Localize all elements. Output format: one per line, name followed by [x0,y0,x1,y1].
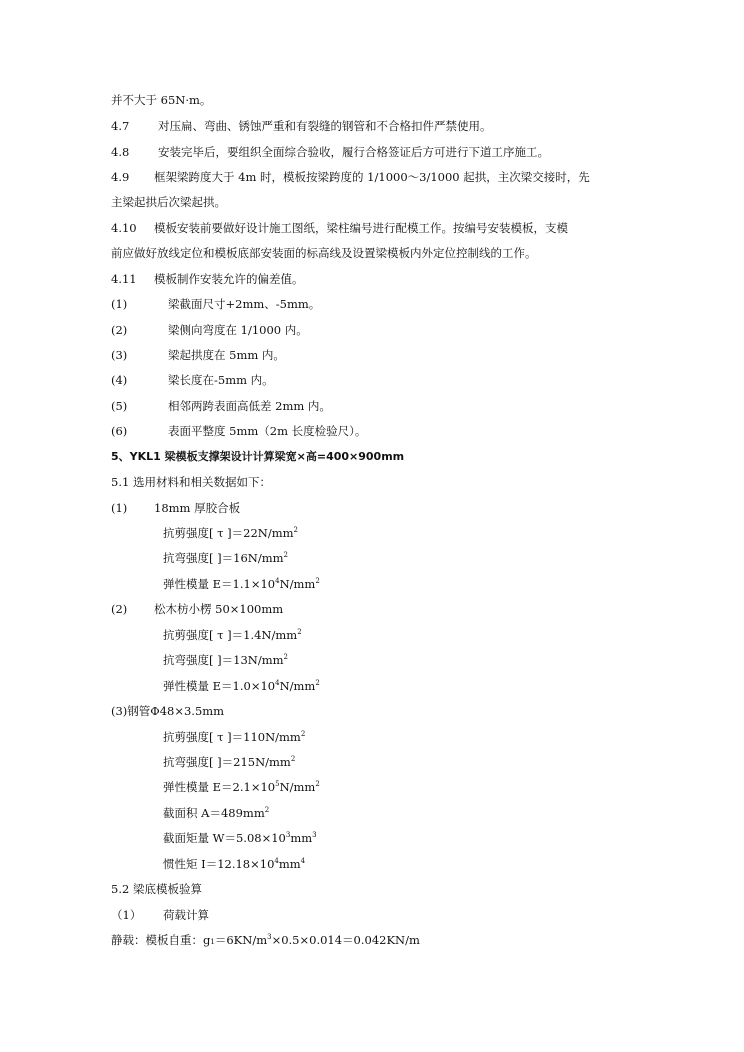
material-property: 抗剪强度[ τ ]$=1.4N/mm^2$ [163,628,302,642]
paragraph-line: 并不大于 65N·m。 [111,93,212,107]
clause-4-8: 4.8 安装完毕后，要组织全面综合验收，履行合格签证后方可进行下道工序施工。 [111,145,549,159]
clause-4-10: 4.10 模板安装前要做好设计施工图纸，梁柱编号进行配模工作。按编号安装模板，支模 [111,221,568,235]
section-heading: 5、YKL1 梁模板支撑架设计计算梁宽×高=400×900mm [111,450,405,463]
material-property: 抗弯强度[ ]$=16N/mm^2$ [163,551,288,565]
material-property: 弹性模量 $E=2.1\times 10^5N/mm^2$ [163,780,320,794]
tolerance-item: (4) 梁长度在-5mm 内。 [111,373,274,387]
material-item: (3)钢管Φ48×3.5mm [111,704,225,718]
tolerance-item: (1) 梁截面尺寸+2mm、-5mm。 [111,297,321,311]
clause-4-9: 4.9 框架梁跨度大于 4m 时，模板按梁跨度的 1/1000～3/1000 起拱，主次梁交接时，先 [111,170,590,184]
material-property: 截面积 $A=489mm^2$ [163,806,270,820]
tolerance-item: (6) 表面平整度 5mm（2m 长度检验尺）。 [111,424,367,438]
material-property: 截面矩量 $W=5.08\times 10^3mm^3$ [163,831,317,845]
tolerance-item: (5) 相邻两跨表面高低差 2mm 内。 [111,399,331,413]
material-property: 抗弯强度[ ]$=13N/mm^2$ [163,653,288,667]
clause-number: 4.11 [111,272,137,286]
load-formula: 静载：模板自重：$g_1=6KN/m^3\times 0.5\times 0.014=0.042KN/m$ [111,933,420,947]
material-item: (2) 松木枋小楞 50×100mm [111,602,284,616]
paragraph-line: 前应做好放线定位和模板底部安装面的标高线及设置梁模板内外定位控制线的工作。 [111,246,537,260]
material-property: 惯性矩 $I=12.18\times 10^4mm^4$ [163,857,306,871]
clause-number: 4.9 [111,170,130,184]
clause-4-11: 4.11 模板制作安装允许的偏差值。 [111,272,304,286]
material-property: 弹性模量 $E=1.0\times 10^4N/mm^2$ [163,679,320,693]
material-property: 抗弯强度[ ]$=215N/mm^2$ [163,755,296,769]
material-property: 弹性模量 $E=1.1\times 10^4N/mm^2$ [163,577,320,591]
subsection-heading: 5.1 选用材料和相关数据如下： [111,475,271,489]
clause-number: 4.10 [111,221,137,235]
material-property: 抗剪强度[ τ ]$=22N/mm^2$ [163,526,298,540]
material-property: 抗剪强度[ τ ]$=110N/mm^2$ [163,730,306,744]
material-item: (1) 18mm 厚胶合板 [111,501,241,515]
clause-4-7: 4.7 对压扁、弯曲、锈蚀严重和有裂缝的钢管和不合格扣件严禁使用。 [111,119,492,133]
tolerance-item: (3) 梁起拱度在 5mm 内。 [111,348,285,362]
clause-number: 4.7 [111,119,130,133]
subsection-heading: 5.2 梁底模板验算 [111,882,202,896]
tolerance-item: (2) 梁侧向弯度在 1/1000 内。 [111,323,308,337]
clause-number: 4.8 [111,145,130,159]
calc-step: （1） 荷载计算 [111,908,209,922]
paragraph-line: 主梁起拱后次梁起拱。 [111,195,226,209]
